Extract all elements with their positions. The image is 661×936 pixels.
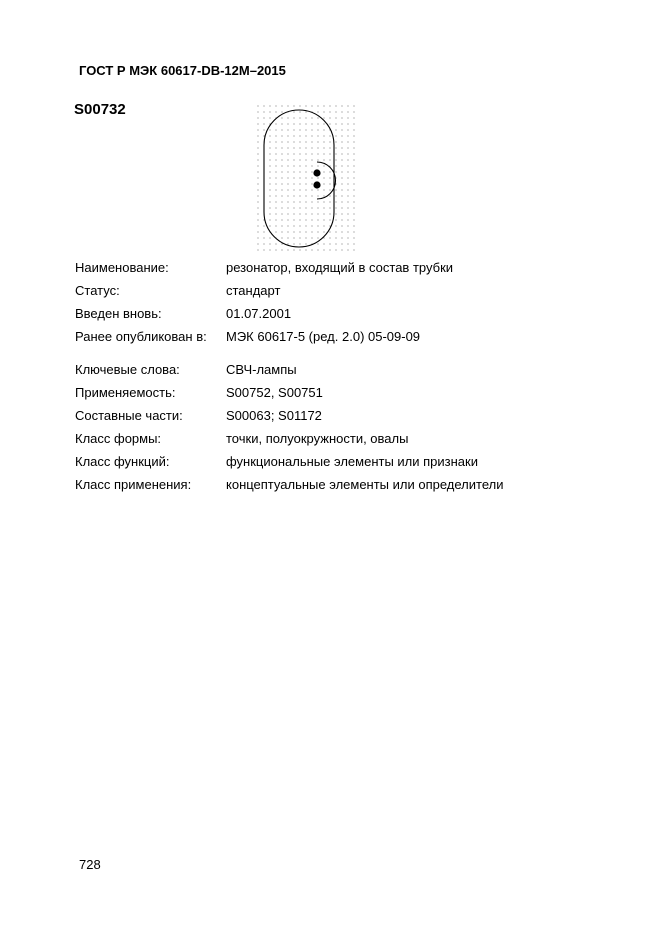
resonator-dot-lower: [313, 181, 320, 188]
field-introduced: [75, 306, 595, 322]
field-label: Применяемость:: [75, 385, 176, 400]
field-label: Составные части:: [75, 408, 183, 423]
field-label: Класс формы:: [75, 431, 162, 446]
field-label: Класс функций:: [75, 454, 170, 469]
field-keywords: [75, 362, 595, 378]
field-label: Класс применения:: [75, 477, 192, 492]
field-label: Введен вновь:: [75, 306, 162, 321]
field-status: [75, 283, 595, 299]
field-shape-class: [75, 431, 595, 447]
symbol-grid: [257, 105, 354, 250]
tube-outline: [264, 110, 334, 247]
field-value: функциональные элементы или признаки: [226, 454, 478, 469]
field-name: [75, 260, 595, 276]
field-components: [75, 408, 595, 424]
resonator-symbol-icon: [255, 103, 359, 253]
field-value: МЭК 60617-5 (ред. 2.0) 05-09-09: [226, 329, 421, 344]
field-value: концептуальные элементы или определители: [226, 477, 504, 492]
field-label: Статус:: [75, 283, 120, 298]
field-value: резонатор, входящий в состав трубки: [226, 260, 454, 275]
field-value: стандарт: [226, 283, 281, 298]
symbol-code: S00732: [74, 101, 126, 118]
page-number: 728: [79, 857, 101, 872]
field-value: точки, полуокружности, овалы: [226, 431, 409, 446]
resonator-dot-upper: [313, 169, 320, 176]
field-application-class: [75, 477, 595, 493]
field-label: Наименование:: [75, 260, 169, 275]
field-value: 01.07.2001: [226, 306, 292, 321]
document-header: ГОСТ Р МЭК 60617-DB-12M–2015: [79, 63, 286, 78]
field-label: Ранее опубликован в:: [75, 329, 207, 344]
field-published-in: [75, 329, 595, 345]
field-value: СВЧ-лампы: [226, 362, 297, 377]
field-function-class: [75, 454, 595, 470]
field-value: S00752, S00751: [226, 385, 323, 400]
field-value: S00063; S01172: [226, 408, 322, 423]
field-label: Ключевые слова:: [75, 362, 180, 377]
field-applicability: [75, 385, 595, 401]
resonator-semicircle: [317, 162, 336, 199]
